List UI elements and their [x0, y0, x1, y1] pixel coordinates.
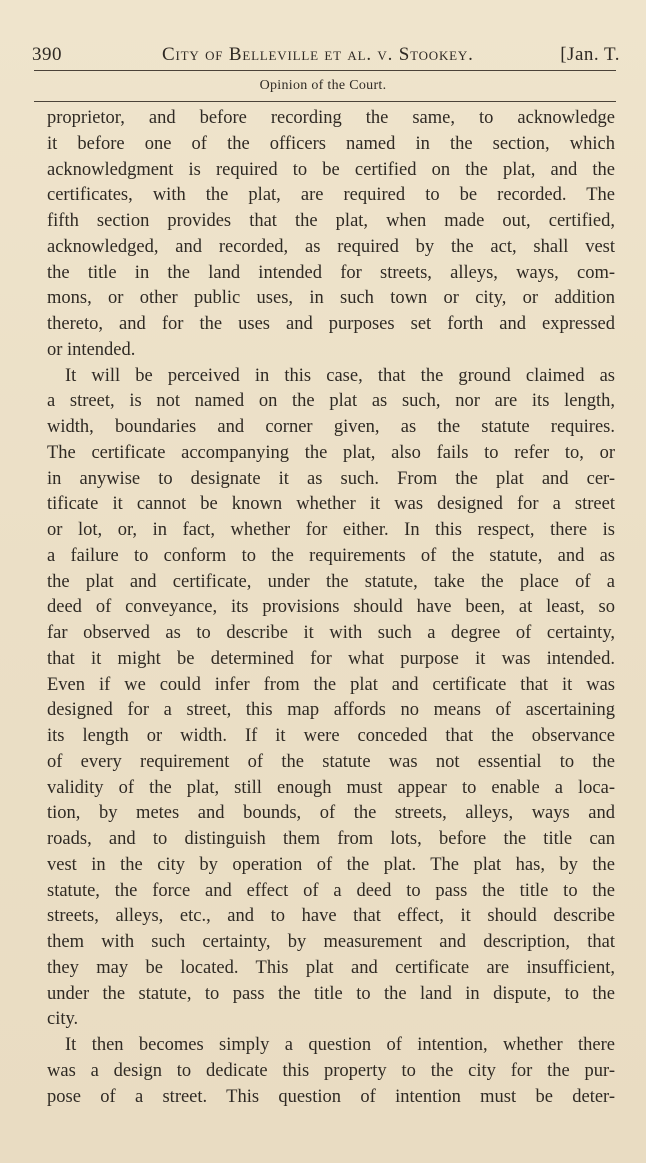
- text-line: acknowledgment is required to be certified on the plat, and the: [47, 159, 615, 180]
- text-line: a failure to conform to the requirements of the statute, and as: [47, 545, 615, 566]
- text-line: proprietor, and before recording the same, to acknowledge: [47, 108, 615, 128]
- text-line: city.: [47, 1009, 79, 1030]
- text-line: the plat and certificate, under the statute, take the place of a: [47, 571, 615, 592]
- text-line: or lot, or, in fact, whether for either. In this respect, there is: [47, 520, 615, 540]
- text-line: The certificate accompanying the plat, also fails to refer to, or: [47, 442, 615, 463]
- text-line: the title in the land intended for streets, alleys, ways, com-: [47, 262, 615, 283]
- text-line: them with such certainty, by measurement and description, that: [47, 932, 615, 952]
- header-rule-top: [34, 70, 616, 71]
- section-label: Opinion of the Court.: [259, 78, 387, 93]
- term-label: [Jan. T.: [560, 44, 620, 65]
- text-line: they may be located. This plat and certificate are insufficient,: [47, 957, 615, 978]
- text-line: or intended.: [47, 339, 136, 360]
- text-line: validity of the plat, still enough must appear to enable a loca-: [47, 777, 615, 798]
- text-line: in anywise to designate it as such. From the plat and cer-: [47, 468, 615, 489]
- header-rule-bottom: [34, 101, 616, 102]
- paragraph-first-line: It then becomes simply a question of intention, whether there: [65, 1035, 615, 1055]
- text-line: it before one of the officers named in the section, which: [47, 133, 615, 154]
- text-line: certificates, with the plat, are required to be recorded. The: [47, 185, 615, 206]
- text-line: tificate it cannot be known whether it was designed for a street: [47, 494, 615, 515]
- text-line: under the statute, to pass the title to the land in dispute, to the: [47, 983, 615, 1004]
- text-line: of every requirement of the statute was not essential to the: [47, 751, 615, 772]
- text-line: acknowledged, and recorded, as required by the act, shall vest: [47, 236, 615, 257]
- text-line: width, boundaries and corner given, as the statute requires.: [47, 417, 615, 437]
- text-line: was a design to dedicate this property to the city for the pur-: [47, 1060, 615, 1081]
- text-line: mons, or other public uses, in such town or city, or addition: [47, 288, 615, 309]
- text-line: fifth section provides that the plat, when made out, certified,: [47, 211, 615, 231]
- text-line: deed of conveyance, its provisions should have been, at least, so: [47, 597, 615, 618]
- text-line: thereto, and for the uses and purposes set forth and expressed: [47, 314, 615, 334]
- text-line: statute, the force and effect of a deed to pass the title to the: [47, 880, 615, 901]
- text-line: vest in the city by operation of the plat. The plat has, by the: [47, 854, 615, 875]
- text-line: streets, alleys, etc., and to have that effect, it should describe: [47, 906, 615, 927]
- opinion-text: [47, 106, 615, 1110]
- text-line: pose of a street. This question of intention must be deter-: [47, 1086, 615, 1107]
- text-line: roads, and to distinguish them from lots, before the title can: [47, 829, 615, 849]
- paragraph-first-line: It will be perceived in this case, that the ground claimed as: [65, 365, 615, 386]
- text-line: designed for a street, this map affords no means of ascertaining: [47, 700, 615, 721]
- text-line: tion, by metes and bounds, of the streets, alleys, ways and: [47, 803, 615, 824]
- running-head: [32, 42, 620, 68]
- page-number: 390: [32, 44, 62, 65]
- text-line: a street, is not named on the plat as such, nor are its length,: [47, 391, 615, 412]
- text-line: its length or width. If it were conceded that the observance: [47, 726, 615, 746]
- text-line: far observed as to describe it with such a degree of certainty,: [47, 623, 615, 643]
- case-title: City of Belleville et al. v. Stookey.: [162, 44, 474, 65]
- text-line: that it might be determined for what purpose it was intended.: [47, 648, 615, 669]
- text-line: Even if we could infer from the plat and certificate that it was: [47, 674, 615, 695]
